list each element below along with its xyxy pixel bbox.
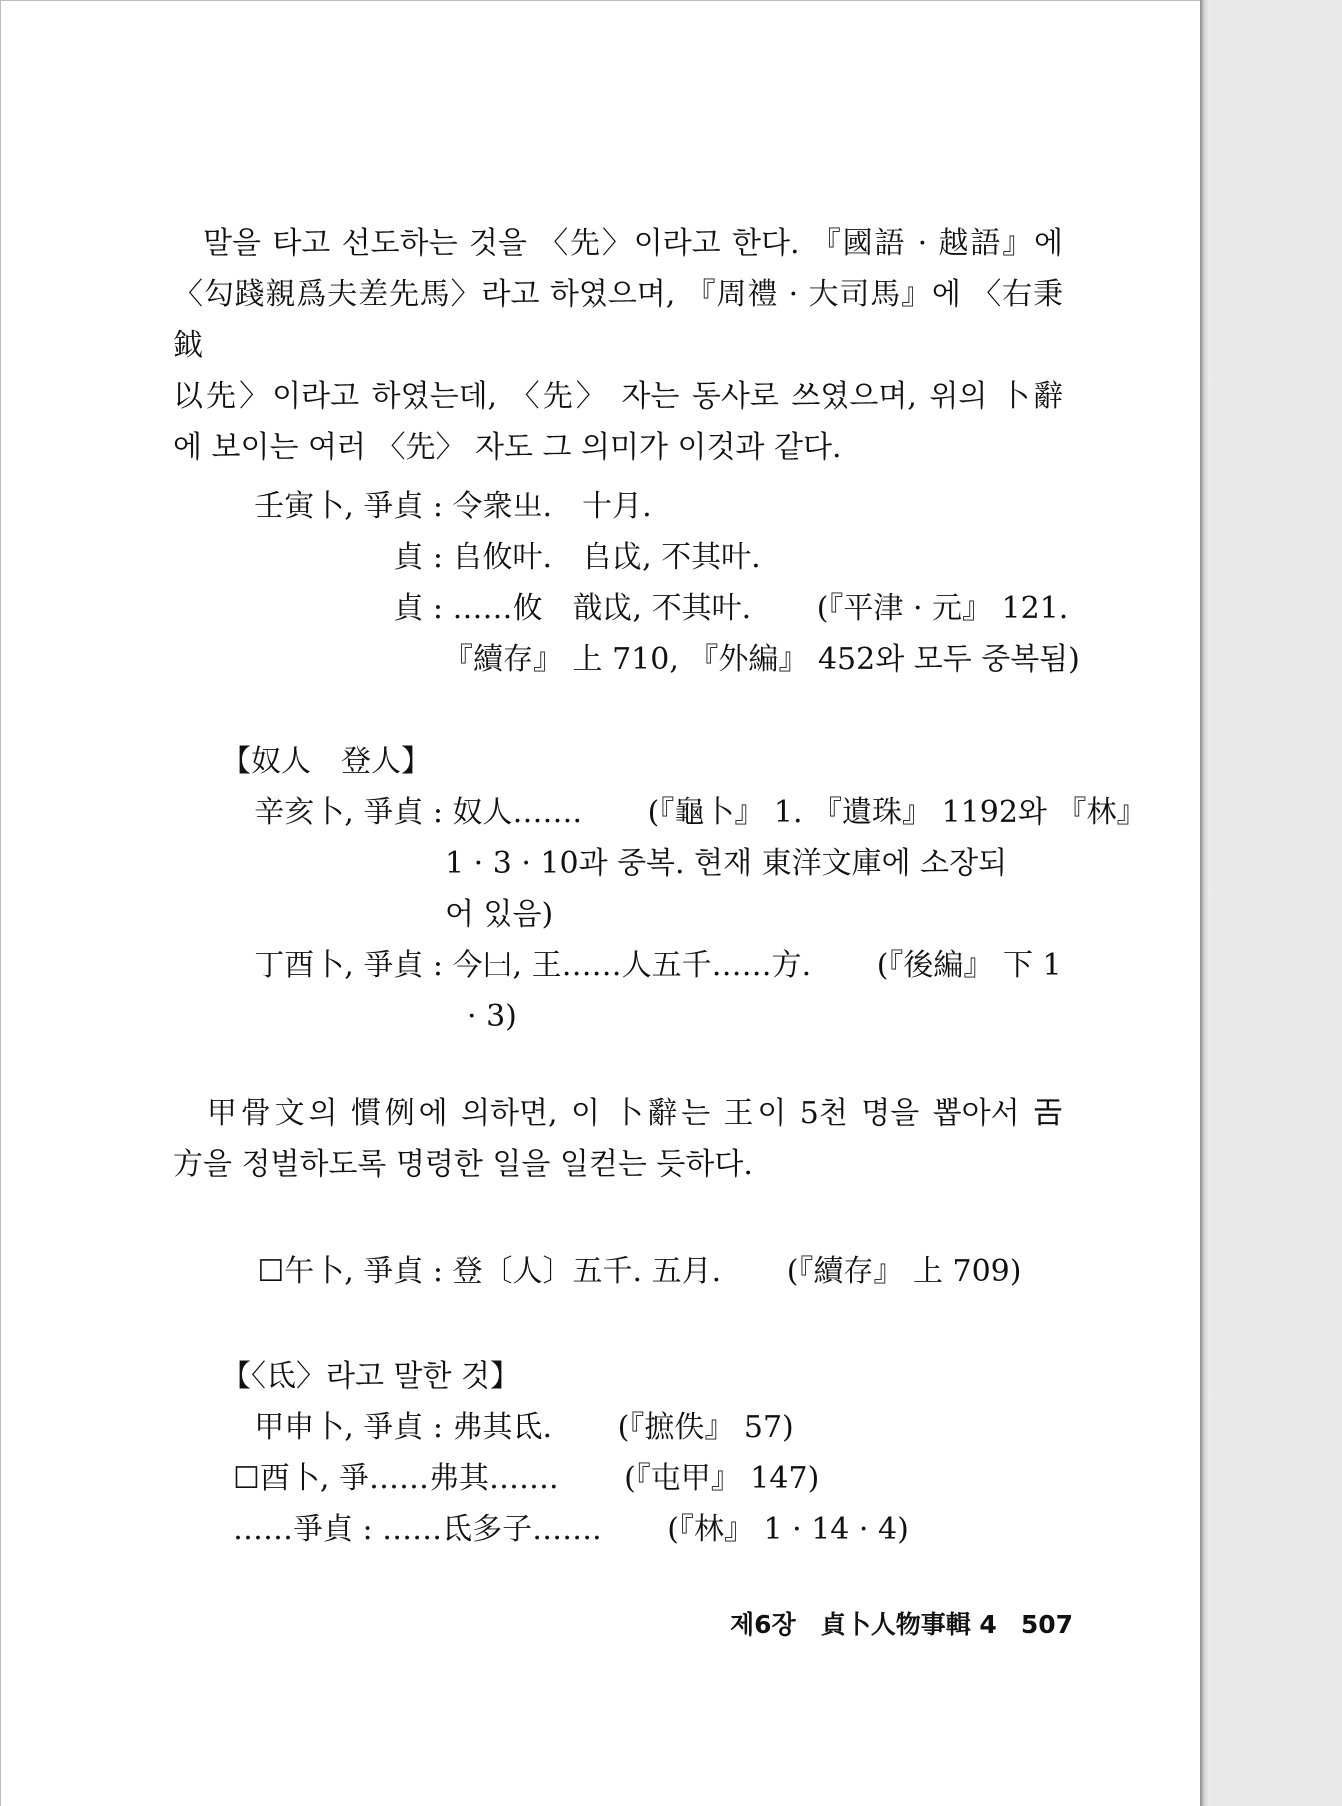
section-heading: 【〈氐〉라고 말한 것】 — [221, 1359, 520, 1394]
inscription-row — [233, 583, 1068, 634]
citation: (『林』 1 · 14 · 4) — [667, 1512, 909, 1547]
page-edge-shadow — [1200, 0, 1210, 1806]
inscription-label: 甲申卜, 爭貞 : — [254, 1410, 443, 1445]
inscription-text: ☐酉卜, 爭……弗其……. — [233, 1461, 559, 1496]
inscription-label: ☐午卜, 爭貞 : — [257, 1254, 443, 1289]
citation: (『屯甲』 147) — [624, 1461, 820, 1496]
citation-continuation — [443, 634, 1080, 685]
inscription-row — [233, 1504, 909, 1555]
inscription-row — [233, 940, 1062, 991]
inscription-text: 弗其氐. — [452, 1410, 553, 1445]
chapter-title: 제6장 貞卜人物事輯 4 — [730, 1610, 997, 1639]
inscription-row — [233, 532, 761, 583]
inscription-label: 辛亥卜, 爭貞 : — [254, 795, 443, 830]
paragraph-2-line-2: 方을 정벌하도록 명령한 일을 일컫는 듯하다. — [173, 1147, 753, 1182]
citation: (『續存』 上 709) — [786, 1254, 1022, 1289]
inscription-row — [233, 787, 1146, 838]
inscription-label: 壬寅卜, 爭貞 : — [254, 489, 443, 524]
citation: · 3) — [467, 999, 517, 1034]
citation: 어 있음) — [445, 897, 554, 932]
inscription-label: 貞 : — [393, 540, 443, 575]
citation-continuation — [467, 991, 517, 1042]
citation-continuation — [445, 838, 1007, 889]
inscription-row — [233, 1453, 819, 1504]
paragraph-1-line-3: 以先〉이라고 하였는데, 〈先〉 자는 동사로 쓰였으며, 위의 卜辭 — [173, 379, 1063, 414]
page-footer — [721, 1605, 1073, 1641]
paragraph-1-line-4: 에 보이는 여러 〈先〉 자도 그 의미가 이것과 같다. — [173, 430, 842, 465]
inscription-text: 𠂤攸叶. 𠂤戉, 不其叶. — [452, 540, 761, 575]
section-heading: 【奴人 登人】 — [221, 744, 431, 779]
inscription-label: 貞 : — [393, 591, 443, 626]
paragraph-1-line-2: 〈勾踐親爲夫差先馬〉라고 하였으며, 『周禮 · 大司馬』에 〈右秉鉞 — [173, 277, 1063, 363]
citation: (『平津 · 元』 121. — [816, 591, 1069, 626]
inscription-row — [233, 1402, 794, 1453]
citation: 1 · 3 · 10과 중복. 현재 東洋文庫에 소장되 — [445, 846, 1008, 881]
paragraph-2-line-1: 甲骨文의 慣例에 의하면, 이 卜辭는 王이 5천 명을 뽑아서 𢀛 — [203, 1096, 1063, 1131]
paragraph-1 — [173, 218, 1063, 473]
paragraph-1-line-1: 말을 타고 선도하는 것을 〈先〉이라고 한다. 『國語 · 越語』에 — [203, 226, 1063, 261]
paragraph-2 — [173, 1088, 1063, 1190]
citation: 『續存』 上 710, 『外編』 452와 모두 중복됨) — [443, 642, 1080, 677]
inscription-text: 登〔人〕五千. 五月. — [452, 1254, 722, 1289]
citation: (『摭佚』 57) — [617, 1410, 794, 1445]
inscription-row — [233, 1246, 1021, 1297]
inscription-text: ……爭貞 : ……氐多子……. — [233, 1512, 602, 1547]
citation: (『後編』 下 1 — [876, 948, 1062, 983]
inscription-text: 令衆㞢. 十月. — [452, 489, 652, 524]
inscription-label: 丁酉卜, 爭貞 : — [254, 948, 443, 983]
inscription-text: 今𠙵, 王……人五千……方. — [452, 948, 812, 983]
citation-continuation — [445, 889, 553, 940]
citation: (『龜卜』 1. 『遺珠』 1192와 『林』 — [647, 795, 1147, 830]
page-number: 507 — [1020, 1610, 1073, 1639]
inscription-text: ……攸 戠戉, 不其叶. — [452, 591, 752, 626]
inscription-row — [233, 481, 652, 532]
inscription-text: 奴人……. — [452, 795, 583, 830]
